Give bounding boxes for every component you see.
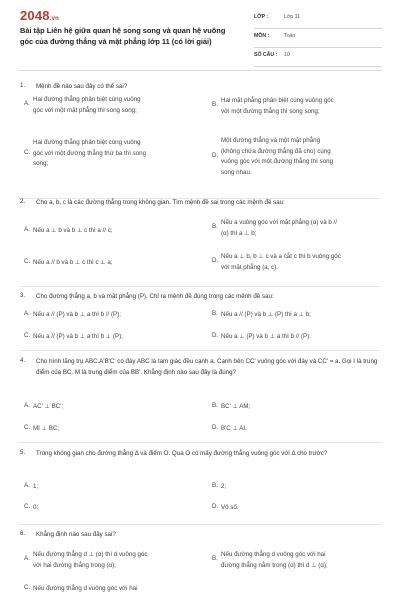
meta-value: Toán bbox=[284, 33, 296, 39]
option-text bbox=[33, 95, 141, 116]
option-text-line: Hai đường thẳng phân biệt cùng vuông bbox=[33, 96, 141, 103]
option-text-line: Nếu đường thẳng d vuông góc với hai bbox=[33, 585, 138, 592]
answer-option-b[interactable] bbox=[212, 402, 388, 413]
question-number: 2. bbox=[20, 198, 26, 205]
answer-option-b[interactable] bbox=[212, 218, 388, 239]
option-text-line: B'C ⊥ AI. bbox=[221, 425, 247, 432]
option-text bbox=[33, 550, 148, 571]
answer-option-a[interactable] bbox=[24, 310, 200, 321]
option-text-line: Nếu a // (P) và b ⊥ a thì b // (P); bbox=[33, 311, 121, 318]
option-text-line: Nếu a // (P) và b ⊥ a thì b ⊥ (P); bbox=[33, 333, 123, 340]
worksheet-header bbox=[0, 0, 400, 66]
option-text-line: Vô số. bbox=[221, 504, 239, 511]
option-text bbox=[33, 503, 38, 514]
answer-option-a[interactable] bbox=[24, 482, 200, 493]
option-text bbox=[33, 402, 63, 413]
option-text-line: (không chứa đường thẳng đã cho) cùng bbox=[221, 147, 331, 155]
option-text bbox=[33, 258, 113, 269]
option-text bbox=[33, 226, 113, 237]
option-text-line: Nếu đường thẳng d ⊥ (α) thì d vuông góc bbox=[33, 551, 148, 558]
option-text bbox=[221, 482, 226, 493]
option-text bbox=[221, 218, 337, 239]
question-divider bbox=[18, 286, 382, 287]
option-text bbox=[33, 584, 137, 595]
option-letter: A. bbox=[24, 555, 30, 563]
option-text-line: Hai đường thẳng phân biệt cùng vuông bbox=[33, 139, 141, 146]
logo-suffix: .vn bbox=[49, 16, 60, 22]
answer-option-b[interactable] bbox=[212, 550, 388, 571]
option-letter: B. bbox=[212, 310, 218, 317]
option-text-line: 1; bbox=[33, 483, 39, 490]
question-divider bbox=[18, 350, 382, 351]
answer-option-a[interactable] bbox=[24, 550, 200, 571]
option-text bbox=[221, 310, 311, 321]
answer-option-b[interactable] bbox=[212, 482, 388, 493]
option-letter: B. bbox=[212, 223, 218, 231]
option-text-line: Nếu a ⊥ b và b ⊥ c thì a // c; bbox=[33, 227, 113, 234]
option-text-line: đường thẳng nằm trong (α) thì d ⊥ (α); bbox=[221, 561, 328, 569]
page-title bbox=[20, 26, 242, 47]
option-letter: B. bbox=[212, 101, 218, 109]
option-text bbox=[221, 550, 328, 571]
option-text bbox=[221, 136, 333, 178]
question-text: Cho hình lăng trụ ABC.A'B'C' có đáy ABC là tam giác đều cạnh a. Cạnh bên CC' vuông góc với đáy và CC' = a. Gọi I là trung điểm của BC. M là trung điểm của BB'. Khẳng định nào sau đây là đúng? bbox=[36, 358, 378, 376]
option-letter: C. bbox=[24, 503, 31, 510]
option-text-line: song; bbox=[33, 160, 49, 167]
option-text bbox=[221, 503, 239, 514]
meta-value: Lớp 11 bbox=[284, 14, 300, 20]
answer-option-d[interactable] bbox=[212, 424, 388, 435]
option-text bbox=[33, 310, 121, 321]
option-letter: B. bbox=[212, 402, 218, 409]
meta-row-subject bbox=[254, 29, 382, 48]
option-text-line: 2; bbox=[221, 483, 227, 490]
option-letter: C. bbox=[24, 148, 31, 156]
option-text-line: (α) thì a ⊥ b; bbox=[221, 229, 257, 237]
answer-option-d[interactable] bbox=[212, 503, 388, 514]
meta-row-count bbox=[254, 48, 382, 67]
option-letter: B. bbox=[212, 482, 218, 489]
question-number: 4. bbox=[20, 357, 26, 364]
question-number: 3. bbox=[20, 292, 26, 299]
meta-label: MÔN : bbox=[254, 33, 270, 39]
question-text: Cho a, b, c là các đường thẳng trong không gian. Tìm mệnh đề sai trong các mệnh đề sau: bbox=[36, 199, 285, 206]
option-text-line: với hai đường thẳng trong (α); bbox=[33, 561, 116, 569]
header-divider bbox=[18, 70, 382, 71]
meta-row-class bbox=[254, 10, 382, 29]
answer-option-d[interactable] bbox=[212, 136, 388, 178]
option-text-line: Nếu a // b và b ⊥ c thì c ⊥ a; bbox=[33, 259, 113, 266]
option-letter: C. bbox=[24, 258, 31, 265]
option-text bbox=[33, 424, 59, 435]
option-text-line: góc với một đường thẳng thứ ba thì song bbox=[33, 149, 147, 157]
answer-option-b[interactable] bbox=[212, 96, 388, 117]
answer-option-d[interactable] bbox=[212, 252, 388, 273]
answer-option-c[interactable] bbox=[24, 258, 200, 269]
option-text-line: với một đường thẳng thì song song; bbox=[221, 107, 320, 115]
question-number: 1. bbox=[20, 82, 26, 89]
question-number: 6. bbox=[20, 530, 26, 537]
answer-option-a[interactable] bbox=[24, 402, 200, 413]
meta-value: 10 bbox=[284, 52, 290, 58]
option-text-line: vuông góc với một đường thẳng thì song bbox=[221, 158, 334, 165]
option-text bbox=[33, 332, 123, 343]
answer-option-c[interactable] bbox=[24, 138, 200, 170]
option-text bbox=[221, 96, 334, 117]
option-letter: D. bbox=[212, 503, 219, 510]
answer-option-d[interactable] bbox=[212, 332, 388, 343]
option-letter: B. bbox=[212, 555, 218, 563]
option-letter: D. bbox=[212, 332, 219, 339]
option-text-line: Hai mặt phẳng phân biệt cùng vuông góc bbox=[221, 97, 334, 104]
option-text-line: Nếu a ⊥ (P) và b ⊥ a thì b // (P). bbox=[221, 333, 311, 340]
option-text-line: Một đường thẳng và một mặt phẳng bbox=[221, 137, 321, 144]
meta-info bbox=[254, 10, 382, 67]
option-text-line: Nếu đường thẳng d vuông góc với hai bbox=[221, 551, 326, 558]
option-text-line: Nếu a ⊥ b, b ⊥ c và a cắt c thì b vuông góc bbox=[221, 253, 341, 260]
option-letter: C. bbox=[24, 424, 31, 431]
answer-option-a[interactable] bbox=[24, 95, 200, 116]
option-text bbox=[221, 252, 341, 273]
option-text-line: với mặt phẳng (a, c). bbox=[221, 263, 279, 271]
option-text bbox=[33, 482, 38, 493]
answer-option-b[interactable] bbox=[212, 310, 388, 321]
option-letter: D. bbox=[212, 151, 219, 159]
question-divider bbox=[18, 442, 382, 443]
option-letter: D. bbox=[212, 257, 219, 265]
option-text-line: MI ⊥ BC; bbox=[33, 425, 60, 432]
logo-text: 2048 bbox=[20, 8, 50, 23]
option-letter: C. bbox=[24, 584, 31, 591]
option-text bbox=[221, 424, 247, 435]
question-text: Trong không gian cho đường thẳng Δ và điểm O. Qua O có mấy đường thẳng vuông góc với Δ cho trước? bbox=[36, 450, 328, 457]
question-text: Khẳng định nào sau đây sai? bbox=[36, 531, 116, 538]
option-letter: D. bbox=[212, 424, 219, 431]
option-text bbox=[221, 332, 311, 343]
option-letter: A. bbox=[24, 226, 30, 233]
option-letter: A. bbox=[24, 100, 30, 108]
title-line-1: Bài tập Liên hệ giữa quan hệ song song và quan hệ vuông bbox=[20, 26, 226, 35]
option-text-line: AC' ⊥ BC'; bbox=[33, 403, 64, 410]
option-text-line: song nhau. bbox=[221, 168, 252, 176]
answer-option-a[interactable] bbox=[24, 226, 200, 237]
answer-option-c[interactable] bbox=[24, 332, 200, 343]
answer-option-c[interactable] bbox=[24, 503, 200, 514]
option-letter: C. bbox=[24, 332, 31, 339]
question-text: Mệnh đề nào sau đây có thể sai? bbox=[36, 83, 128, 90]
question-number: 5. bbox=[20, 449, 26, 456]
option-letter: A. bbox=[24, 402, 30, 409]
meta-label: LỚP : bbox=[254, 14, 269, 20]
option-text bbox=[221, 402, 250, 413]
option-text-line: 0; bbox=[33, 504, 39, 511]
option-text-line: Nếu a vuông góc với mặt phẳng (α) và b // bbox=[221, 219, 337, 226]
title-line-2: góc của đường thẳng và mặt phẳng lớp 11 (có lời giải) bbox=[20, 36, 212, 46]
option-letter: A. bbox=[24, 482, 30, 489]
meta-label: SỐ CÂU : bbox=[254, 52, 278, 58]
option-text-line: Nếu a // (P) và b ⊥ (P) thì a ⊥ b; bbox=[221, 311, 311, 318]
answer-option-c[interactable] bbox=[24, 424, 200, 435]
option-text bbox=[33, 138, 146, 170]
option-text-line: góc với một mặt phẳng thì song song; bbox=[33, 106, 137, 114]
option-text-line: BC' ⊥ AM; bbox=[221, 403, 251, 410]
answer-option-c[interactable] bbox=[24, 584, 200, 595]
question-divider bbox=[18, 524, 382, 525]
option-letter: A. bbox=[24, 310, 30, 317]
site-logo[interactable] bbox=[20, 8, 59, 23]
question-text: Cho đường thẳng a, b và mặt phẳng (P). Chỉ ra mệnh đề đúng trong các mệnh đề sau: bbox=[36, 293, 274, 300]
